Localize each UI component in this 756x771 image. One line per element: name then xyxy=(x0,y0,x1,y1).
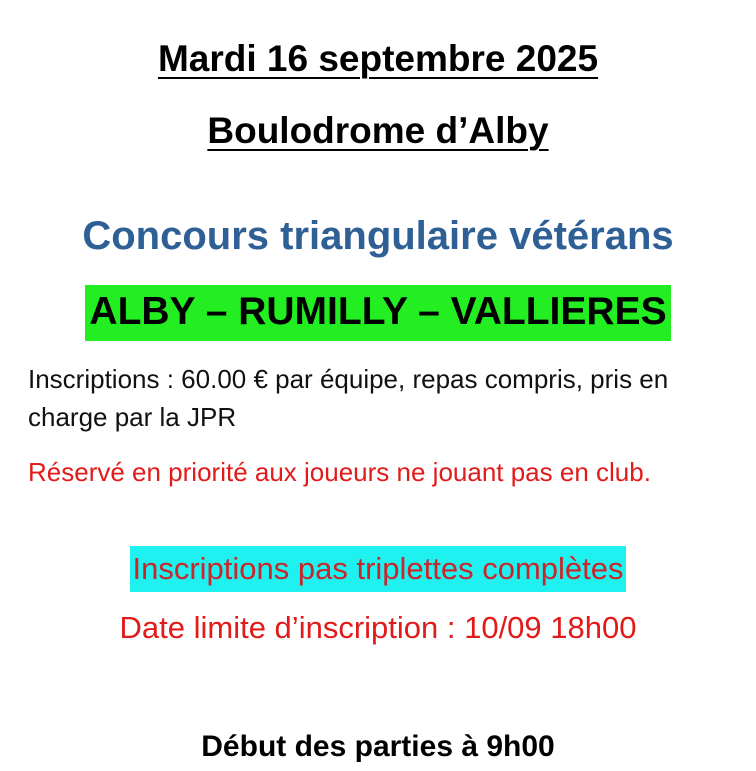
triplettes-label: Inscriptions pas triplettes complètes xyxy=(130,546,625,592)
triplettes-banner xyxy=(0,546,756,592)
teams-label: ALBY – RUMILLY – VALLIERES xyxy=(85,285,670,341)
venue-name: Boulodrome d’Alby xyxy=(207,110,549,151)
teams-banner xyxy=(0,285,756,341)
event-date: Mardi 16 septembre 2025 xyxy=(157,38,599,79)
event-title: Concours triangulaire vétérans xyxy=(82,214,674,258)
registration-deadline: Date limite d’inscription : 10/09 18h00 xyxy=(119,610,637,645)
registration-text: Inscriptions : 60.00 € par équipe, repas compris, pris en charge par la JPR xyxy=(28,364,669,432)
start-time: Début des parties à 9h00 xyxy=(201,730,555,763)
reserved-notice: Réservé en priorité aux joueurs ne jouant pas en club. xyxy=(28,457,651,487)
